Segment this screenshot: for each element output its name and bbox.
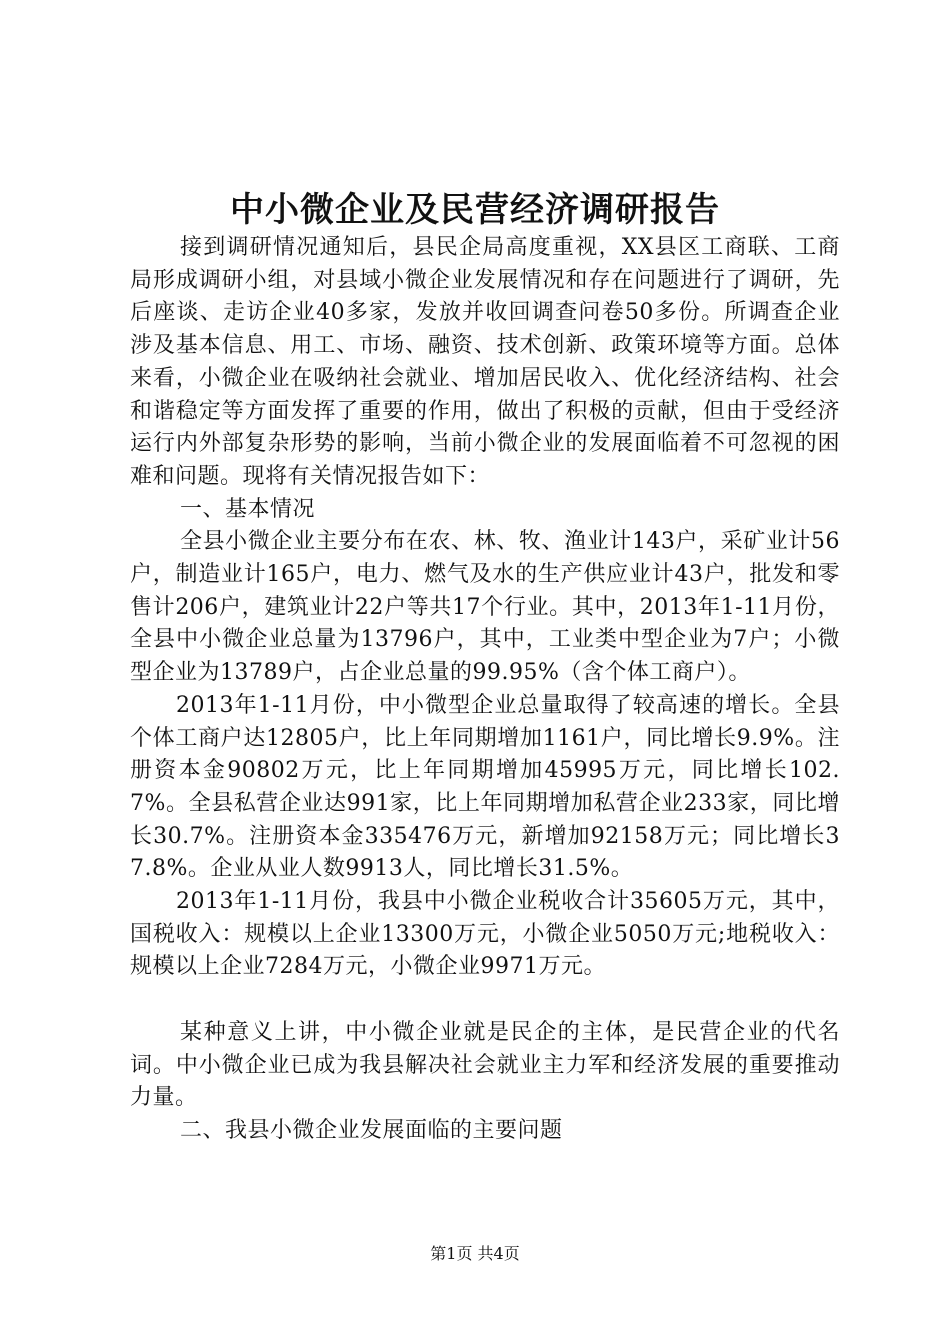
paragraph-tax-revenue: 2013年1-11月份，我县中小微企业税收合计35605万元，其中，国税收入：规模以上企业13300万元，小微企业5050万元;地税收入：规模以上企业7284万元，小微企业9971万元。 xyxy=(130,889,840,980)
paragraph-industry-distribution: 全县小微企业主要分布在农、林、牧、渔业计143户，采矿业计56户，制造业计165户，电力、燃气及水的生产供应业计43户，批发和零售计206户，建筑业计22户等共17个行业。其中，2013年1-11月份，全县中小微企业总量为13796户，其中，工业类中型企业为7户；小微型企业为13789户，占企业总量的99.95%（含个体工商户）。 xyxy=(130,529,840,686)
paragraph-spacer xyxy=(130,984,840,1017)
page-number-footer: 第1页 共4页 xyxy=(430,1244,520,1263)
section-heading-main-problems: 二、我县小微企业发展面临的主要问题 xyxy=(180,1117,563,1143)
section-heading-basic-situation: 一、基本情况 xyxy=(180,496,316,522)
intro-paragraph: 接到调研情况通知后，县民企局高度重视，XX县区工商联、工商局形成调研小组，对县域小微企业发展情况和存在问题进行了调研，先后座谈、走访企业40多家，发放并收回调查问卷50多份。所调查企业涉及基本信息、用工、市场、融资、技术创新、政策环境等方面。总体来看，小微企业在吸纳社会就业、增加居民收入、优化经济结构、社会和谐稳定等方面发挥了重要的作用，做出了积极的贡献，但由于受经济运行内外部复杂形势的影响，当前小微企业的发展面临着不可忽视的困难和问题。现将有关情况报告如下： xyxy=(130,235,840,489)
document-title: 中小微企业及民营经济调研报告 xyxy=(230,190,720,230)
paragraph-significance: 某种意义上讲，中小微企业就是民企的主体，是民营企业的代名词。中小微企业已成为我县解决社会就业主力军和经济发展的重要推动力量。 xyxy=(130,1019,840,1111)
document-body xyxy=(130,232,840,1148)
paragraph-growth: 2013年1-11月份，中小微型企业总量取得了较高速的增长。全县个体工商户达12805户，比上年同期增加1161户，同比增长9.9%。注册资本金90802万元，比上年同期增加45995万元，同比增长102.7%。全县私营企业达991家，比上年同期增加私营企业233家，同比增长30.7%。注册资本金335476万元，新增加92158万元；同比增长37.8%。企业从业人数9913人，同比增长31.5%。 xyxy=(130,692,840,882)
